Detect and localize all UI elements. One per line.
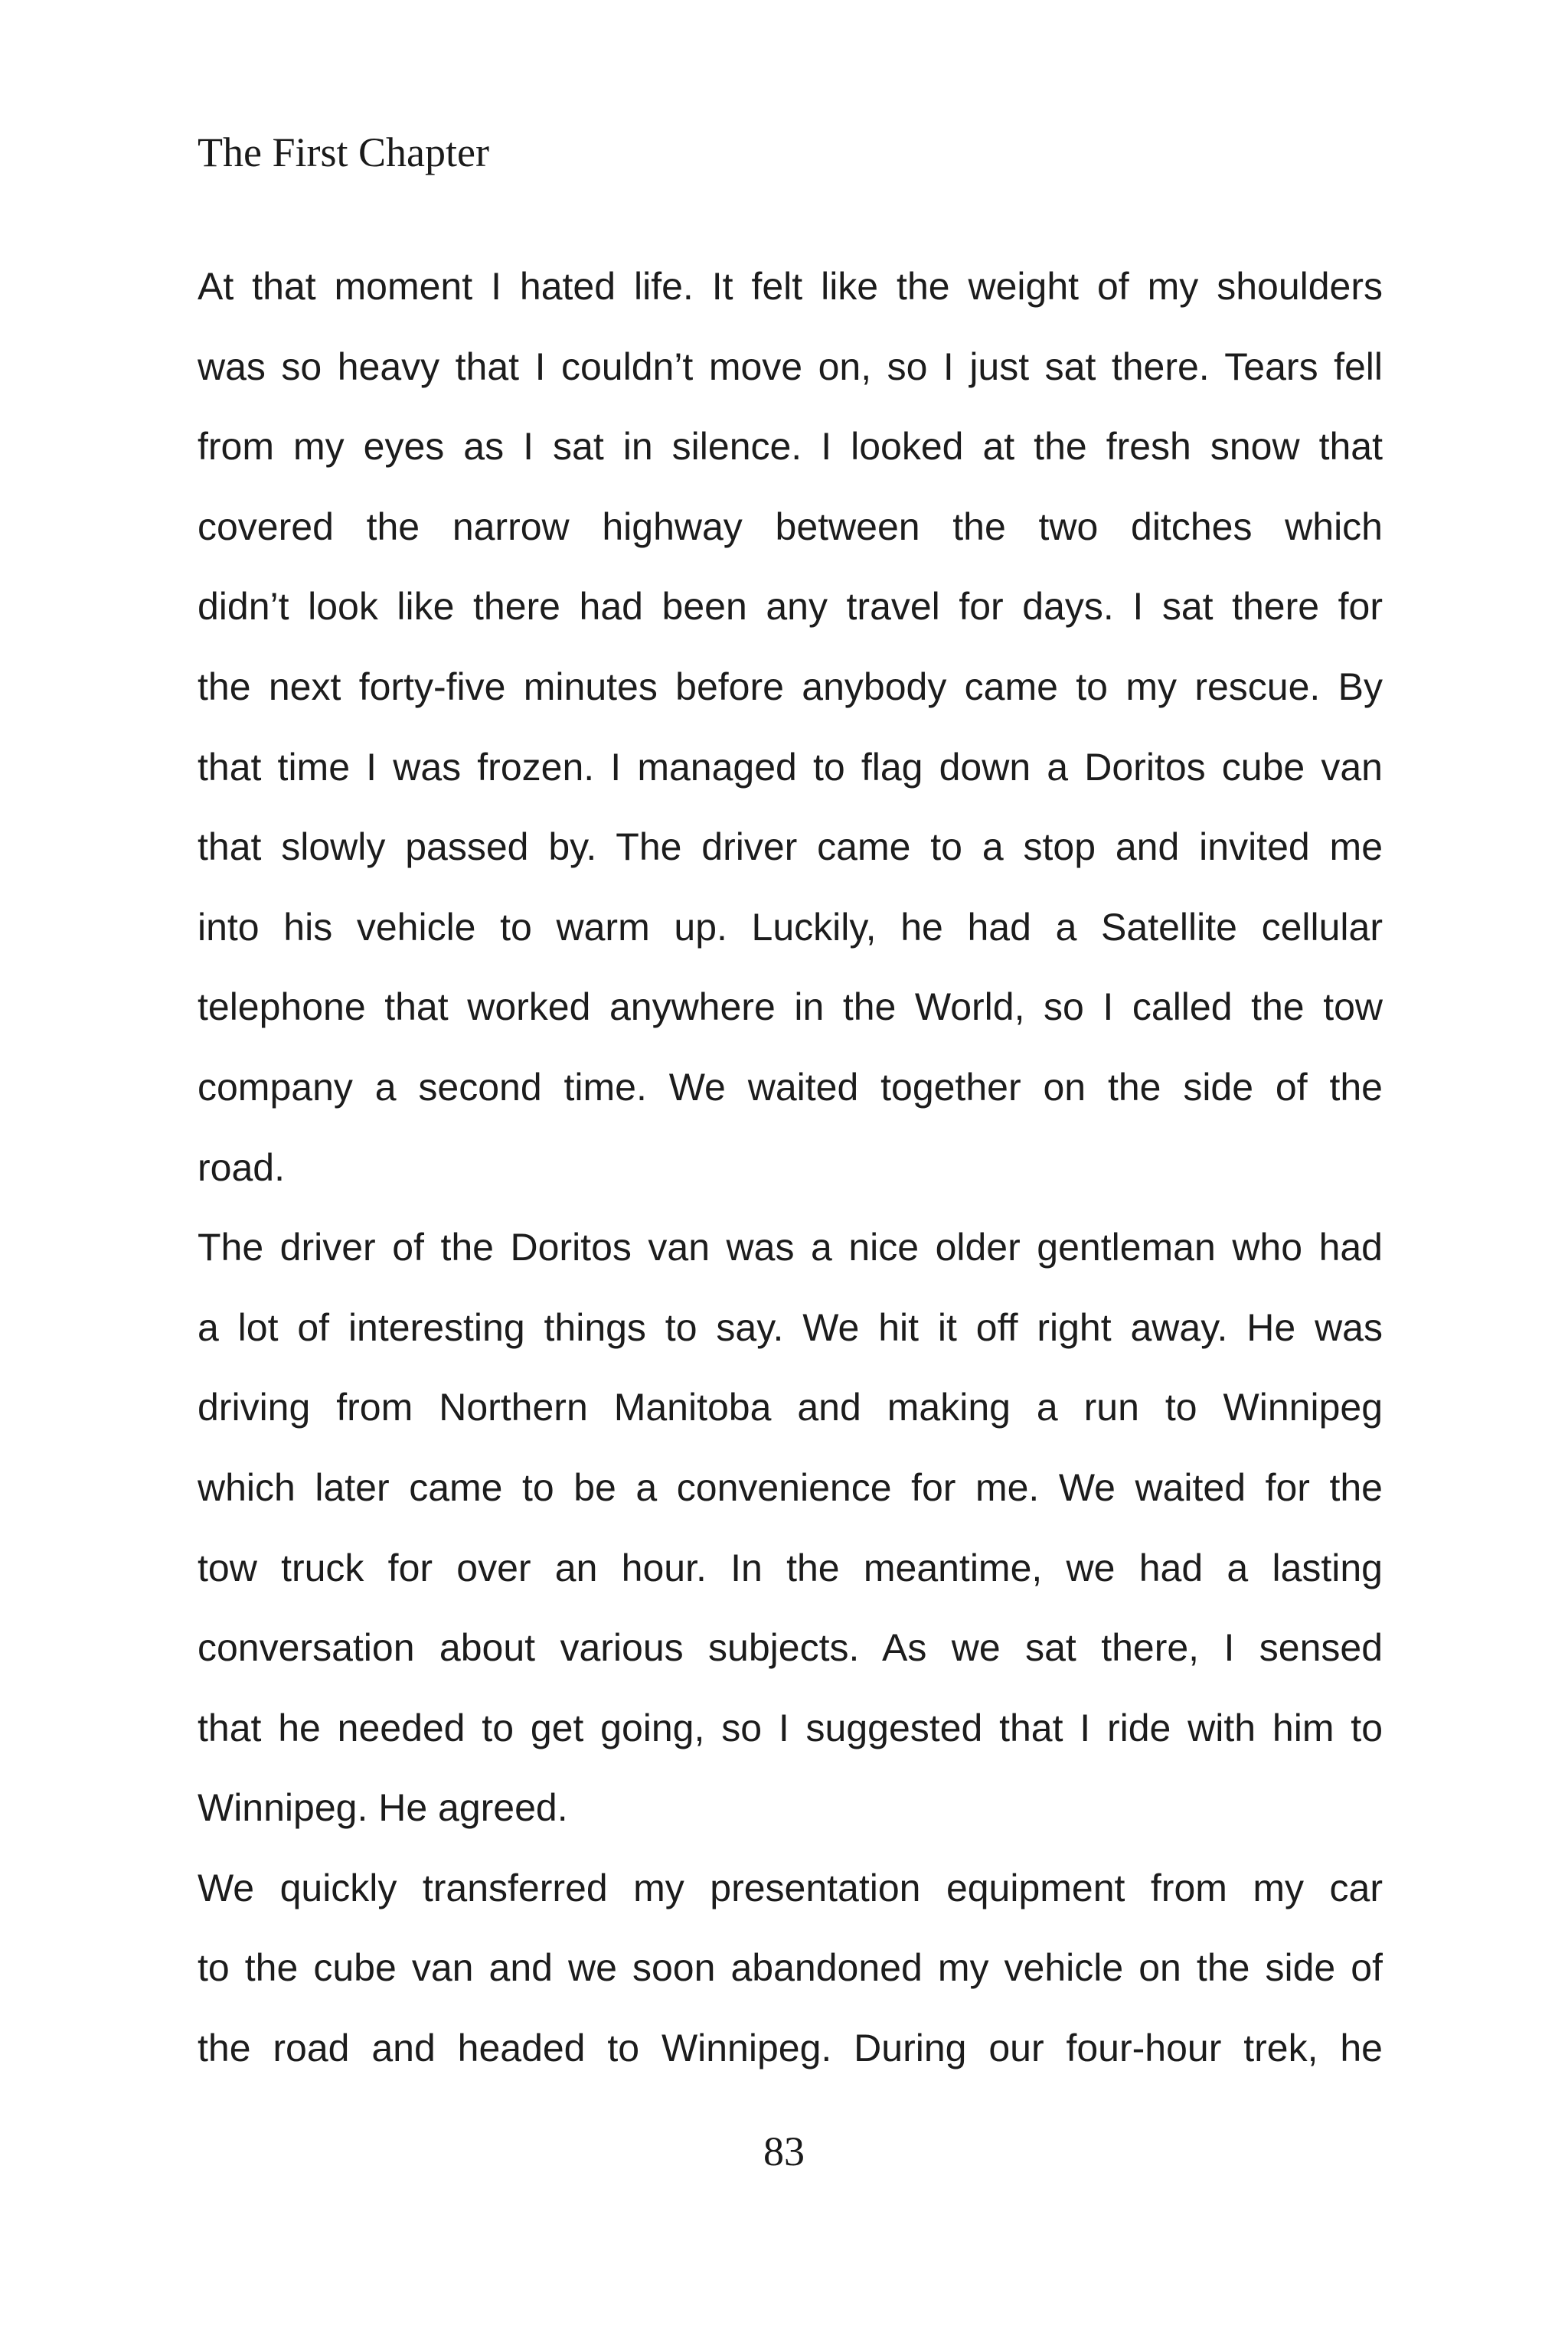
text-line: into his vehicle to warm up. Luckily, he had a Satellite cellular: [198, 905, 1383, 949]
page-number: 83: [763, 2128, 805, 2174]
text-line: that slowly passed by. The driver came to a stop and invited me: [198, 825, 1383, 869]
text-line: covered the narrow highway between the two ditches which: [198, 505, 1383, 548]
text-line: was so heavy that I couldn’t move on, so I just sat there. Tears fell: [198, 345, 1383, 388]
text-line: At that moment I hated life. It felt like the weight of my shoulders: [198, 265, 1383, 308]
text-line: which later came to be a convenience for me. We waited for the: [198, 1465, 1383, 1509]
paragraph-1: [198, 247, 1383, 1207]
text-line: a lot of interesting things to say. We hit it off right away. He was: [198, 1305, 1383, 1349]
text-line: tow truck for over an hour. In the meantime, we had a lasting: [198, 1546, 1383, 1589]
text-line: driving from Northern Manitoba and making a run to Winnipeg: [198, 1386, 1383, 1429]
text-line: didn’t look like there had been any travel for days. I sat there for: [198, 585, 1383, 629]
text-line: The driver of the Doritos van was a nice older gentleman who had: [198, 1226, 1383, 1269]
text-line: from my eyes as I sat in silence. I looked at the fresh snow that: [198, 425, 1383, 469]
body-text: [198, 247, 1383, 2089]
text-line: We quickly transferred my presentation equipment from my car: [198, 1866, 1383, 1909]
text-line: to the cube van and we soon abandoned my vehicle on the side of: [198, 1946, 1383, 1990]
running-header: The First Chapter: [198, 129, 489, 175]
text-line: company a second time. We waited together on the side of the: [198, 1065, 1383, 1109]
text-line: that time I was frozen. I managed to flag down a Doritos cube van: [198, 745, 1383, 789]
paragraph-2: [198, 1207, 1383, 1848]
paragraph-3: [198, 1848, 1383, 2089]
text-line: road.: [198, 1145, 285, 1189]
text-line: the next forty-five minutes before anybody came to my rescue. By: [198, 665, 1383, 708]
text-line: the road and headed to Winnipeg. During our four-hour trek, he: [198, 2027, 1383, 2070]
text-line: telephone that worked anywhere in the World, so I called the tow: [198, 985, 1383, 1029]
text-line: Winnipeg. He agreed.: [198, 1786, 568, 1830]
text-line: conversation about various subjects. As we sat there, I sensed: [198, 1626, 1383, 1670]
text-line: that he needed to get going, so I suggested that I ride with him to: [198, 1706, 1383, 1749]
